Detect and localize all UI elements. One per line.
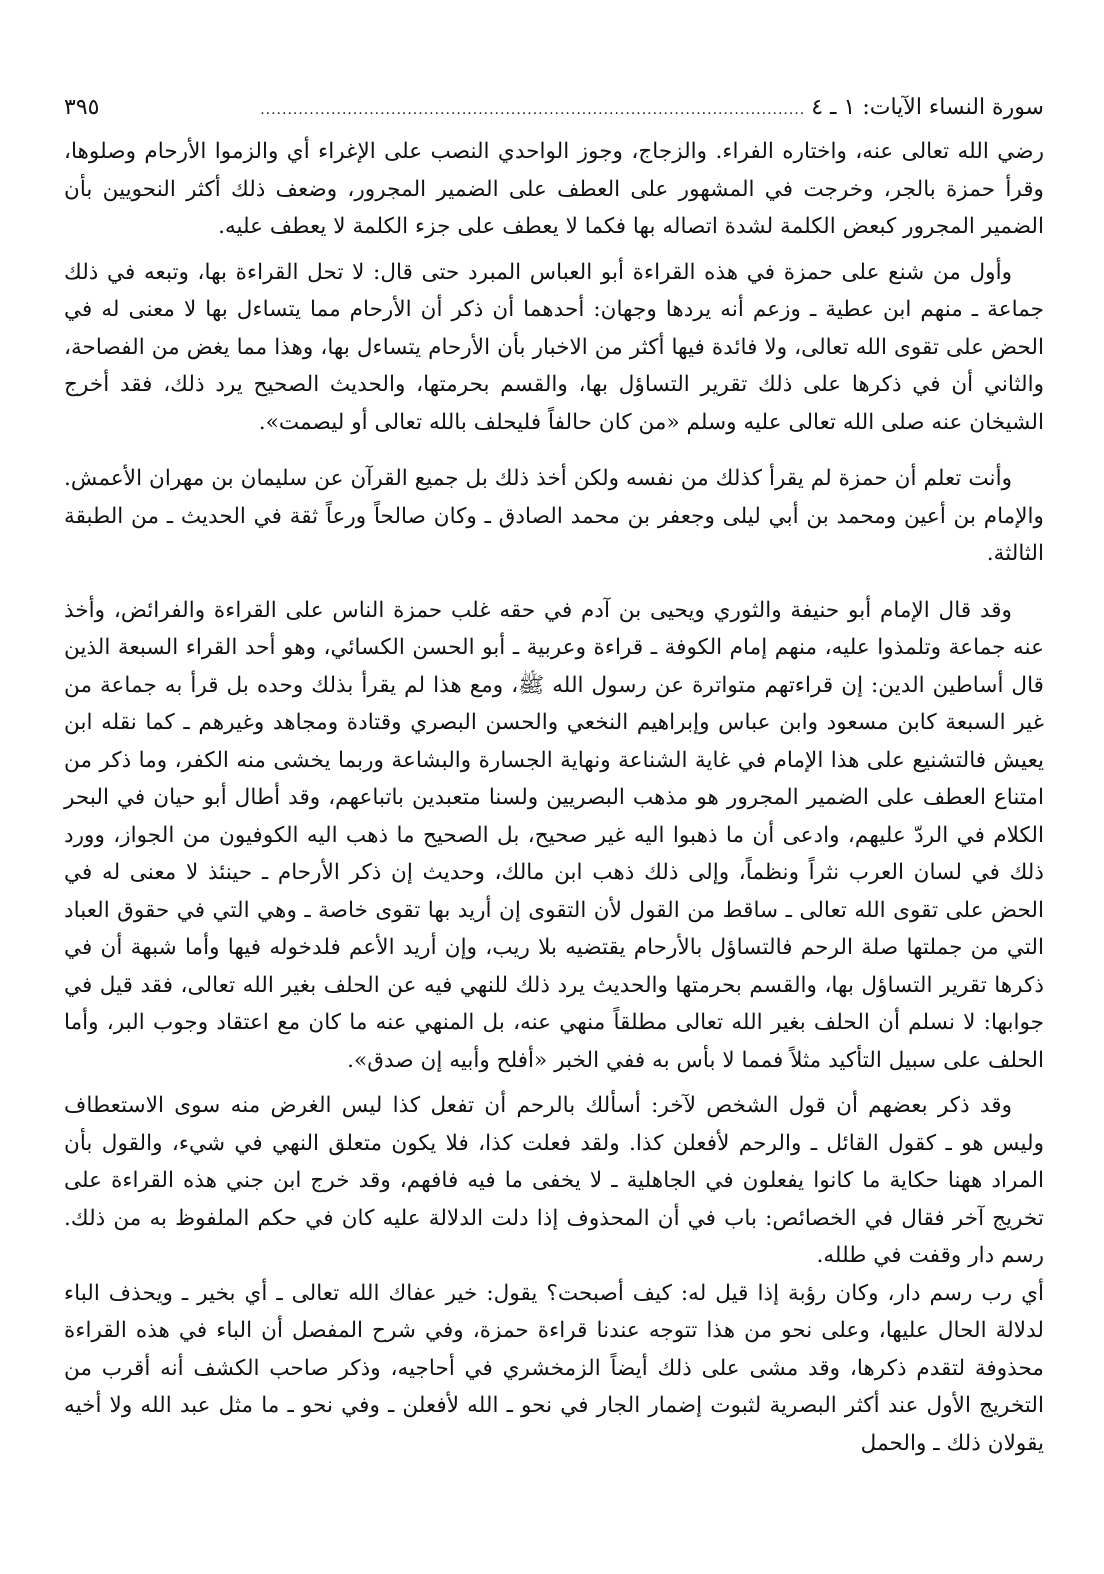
paragraph-4: وقد قال الإمام أبو حنيفة والثوري ويحيى بن آدم في حقه غلب حمزة الناس على القراءة والفرائض، وأخذ عنه جماعة وتلمذوا عليه، منهم إمام الكوفة ـ قراءة وعربية ـ أبو الحسن الكسائي، وهو أحد القراء السبعة الذين قال أساطين الدين: إن قراءتهم متواترة عن رسول الله ﷺ، ومع هذا لم يقرأ بذلك وحده بل قرأ به جماعة من غير السبعة كابن مسعود وابن عباس وإبراهيم النخعي والحسن البصري وقتادة ومجاهد وغيرهم ـ كما نقله ابن يعيش فالتشنيع على هذا الإمام في غاية الشناعة ونهاية الجسارة والبشاعة وربما يخشى منه الكفر، وما ذكر من امتناع العطف على الضمير المجرور هو مذهب البصريين ولسنا متعبدين باتباعهم، وقد أطال أبو حيان في البحر الكلام في الردّ عليهم، وادعى أن ما ذهبوا اليه غير صحيح، بل الصحيح ما ذهب اليه الكوفيون من الجواز، وورد ذلك في لسان العرب نثراً ونظماً، وإلى ذلك ذهب ابن مالك، وحديث إن ذكر الأرحام ـ حينئذ لا معنى له في الحض على تقوى الله تعالى ـ ساقط من القول لأن التقوى إن أريد بها تقوى خاصة ـ وهي التي في حقوق العباد التي من جملتها صلة الرحم فالتساؤل بالأرحام يقتضيه بلا ريب، وإن أريد الأعم فلدخوله فيها وأما شبهة أن في ذكرها تقرير التساؤل بها، والقسم بحرمتها والحديث يرد ذلك للنهي فيه عن الحلف بغير الله تعالى، فقد قيل في جوابها: لا نسلم أن الحلف بغير الله تعالى مطلقاً منهي عنه، بل المنهي عنه ما كان مع اعتقاد وجوب البر، وأما الحلف على سبيل التأكيد مثلاً فمما لا بأس به ففي الخبر «أفلح وأبيه إن صدق». — [64, 597, 1044, 1073]
paragraph-5: وقد ذكر بعضهم أن قول الشخص لآخر: أسألك بالرحم أن تفعل كذا ليس الغرض منه سوى الاستعطاف وليس هو ـ كقول القائل ـ والرحم لأفعلن كذا. ولقد فعلت كذا، فلا يكون متعلق النهي في شيء، والقول بأن المراد ههنا حكاية ما كانوا يفعلون في الجاهلية ـ لا يخفى ما فيه فافهم، وقد خرج ابن جني هذه القراءة على تخريج آخر فقال في الخصائص: باب في أن المحذوف إذا دلت الدلالة عليه كان في حكم الملفوظ به من ذلك. رسم دار وقفت في طلله. — [64, 1093, 1044, 1268]
page-number: ٣٩٥ — [64, 95, 100, 120]
paragraph-2: وأول من شنع على حمزة في هذه القراءة أبو العباس المبرد حتى قال: لا تحل القراءة بها، وتبعه في ذلك جماعة ـ منهم ابن عطية ـ وزعم أنه يردها وجهان: أحدهما أن ذكر أن الأرحام مما يتساءل بها لا معنى له في الحض على تقوى الله تعالى، ولا فائدة فيها أكثر من الاخبار بأن الأرحام يتساءل بها، وهذا مما يغض من الفصاحة، والثاني أن في ذكرها على ذلك تقرير التساؤل بها، والقسم بحرمتها، والحديث الصحيح يرد ذلك، فقد أخرج الشيخان عنه صلى الله تعالى عليه وسلم «من كان حالفاً فليحلف بالله تعالى أو ليصمت». — [64, 259, 1044, 435]
running-header-leader-dots: .................................................................................................... — [260, 102, 806, 118]
paragraph-1: رضي الله تعالى عنه، واختاره الفراء. والزجاج، وجوز الواحدي النصب على الإغراء أي والزموا الأرحام وصلوها، وقرأ حمزة بالجر، وخرجت في المشهور على العطف على الضمير المجرور، وضعف ذلك أكثر النحويين بأن الضمير المجرور كبعض الكلمة لشدة اتصاله بها فكما لا يعطف على جزء الكلمة لا يعطف عليه. — [64, 139, 1044, 239]
running-header — [64, 95, 1044, 133]
paragraph-6: أي رب رسم دار، وكان رؤبة إذا قيل له: كيف أصبحت؟ يقول: خير عفاك الله تعالى ـ أي بخير ـ ويحذف الباء لدلالة الحال عليها، وعلى نحو من هذا تتوجه عندنا قراءة حمزة، وفي شرح المفصل أن الباء في هذه القراءة محذوفة لتقدم ذكرها، وقد مشى على ذلك أيضاً الزمخشري في أحاجيه، وذكر صاحب الكشف أنه أقرب من التخريج الأول عند أكثر البصرية لثبوت إضمار الجار في نحو ـ الله لأفعلن ـ وفي نحو ـ ما مثل عبد الله ولا أخيه يقولان ذلك ـ والحمل — [64, 1280, 1044, 1456]
page — [64, 95, 1044, 1462]
running-header-title: سورة النساء الآيات: ١ ـ ٤ — [811, 95, 1044, 120]
paragraph-3: وأنت تعلم أن حمزة لم يقرأ كذلك من نفسه ولكن أخذ ذلك بل جميع القرآن عن سليمان بن مهران الأعمش. والإمام بن أعين ومحمد بن أبي ليلى وجعفر بن محمد الصادق ـ وكان صالحاً ورعاً ثقة في الحديث ـ من الطبقة الثالثة. — [64, 466, 1044, 566]
